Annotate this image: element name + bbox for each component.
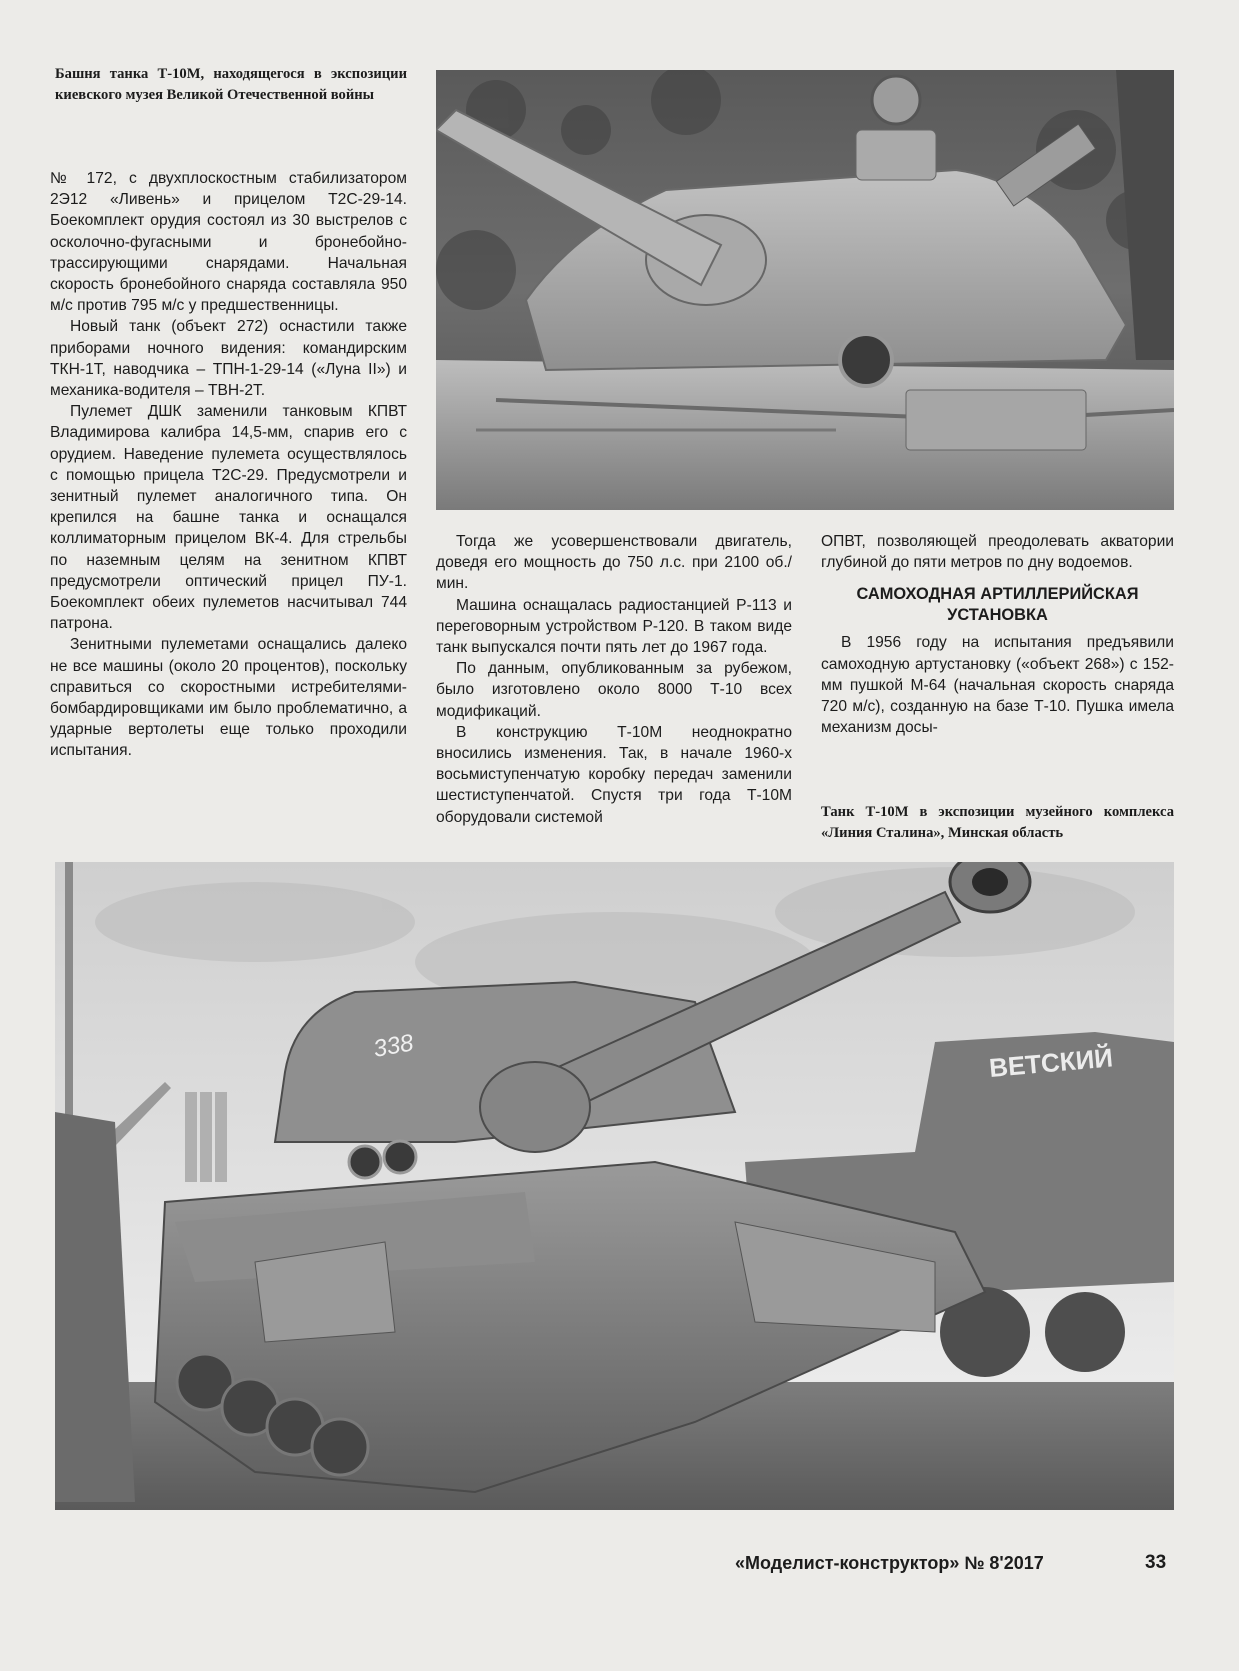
- photo-caption-top: Башня танка Т-10М, находящегося в экспозиции киевского музея Великой Отечественной войны: [55, 66, 407, 103]
- paragraph: По данным, опубликованным за рубежом, было изготовлено около 8000 Т-10 всех модификаций.: [436, 660, 792, 720]
- section-heading: САМОХОДНАЯ АРТИЛЛЕРИЙСКАЯ УСТАНОВКА: [856, 585, 1139, 625]
- background-tank-text: ВЕТСКИЙ: [987, 1042, 1115, 1083]
- paragraph: Машина оснащалась радиостанцией Р-113 и переговорным устройством Р-120. В таком виде танк выпускался почти пять лет до 1967 года.: [436, 596, 792, 657]
- text-column-2: [436, 531, 792, 828]
- photo-tank-turret: [436, 70, 1174, 510]
- paragraph: ОПВТ, позволяющей преодолевать акватории глубиной до пяти метров по дну водоемов.: [821, 533, 1174, 572]
- paragraph: Пулемет ДШК заменили танковым КПВТ Владимирова калибра 14,5-мм, спарив его с орудием. Наведение пулемета осуществлялось с помощью прицела Т2С-29. Предусмотрели и зенитный пулемет аналогичного типа. Он крепился на башне танка и оснащался коллиматорным прицелом ВК-4. Для стрельбы по наземным целям на зенитном КПВТ предусмотрели оптический прицел ПУ-1. Боекомплект обеих пулеметов насчитывал 744 патрона.: [50, 403, 407, 633]
- paragraph: № 172, с двухплоскостным стабилизатором 2Э12 «Ливень» и прицелом Т2С-29-14. Боекомплект орудия состоял из 30 выстрелов с осколочно-фугасными и бронебойно-трассирующими снарядами. Начальная скорость бронебойного снаряда составляла 950 м/с против 795 м/с у предшественницы.: [50, 170, 407, 315]
- paragraph: Зенитными пулеметами оснащались далеко не все машины (около 20 процентов), поскольку справиться со скоростными истребителями-бомбардировщиками им было проблематично, а ударные вертолеты еще только проходили испытания.: [50, 636, 407, 760]
- text-column-1: [50, 168, 407, 762]
- photo-tank-museum: [55, 862, 1174, 1510]
- paragraph: Тогда же усовершенствовали двигатель, доведя его мощность до 750 л.с. при 2100 об./мин.: [436, 533, 792, 593]
- paragraph: Новый танк (объект 272) оснастили также приборами ночного видения: командирским ТКН-1Т, наводчика – ТПН-1-29-14 («Луна II») и механика-водителя – ТВН-2Т.: [50, 318, 407, 400]
- page-number: 33: [1145, 1552, 1167, 1573]
- journal-title: «Моделист-конструктор» № 8'2017: [735, 1553, 1044, 1573]
- text-column-3: [821, 531, 1174, 738]
- paragraph: В 1956 году на испытания предъявили самоходную артустановку («объект 268») с 152-мм пушкой М-64 (начальная скорость снаряда 720 м/с), созданную на базе Т-10. Пушка имела механизм досы-: [821, 634, 1174, 737]
- photo-caption-middle: Танк Т-10М в экспозиции музейного комплекса «Линия Сталина», Минская область: [821, 804, 1174, 841]
- turret-number: 338: [371, 1029, 416, 1063]
- paragraph: В конструкцию Т-10М неоднократно вносились изменения. Так, в начале 1960-х восьмиступенчатую коробку передач заменили шестиступенчатой. Спустя три года Т-10М оборудовали системой: [436, 723, 792, 826]
